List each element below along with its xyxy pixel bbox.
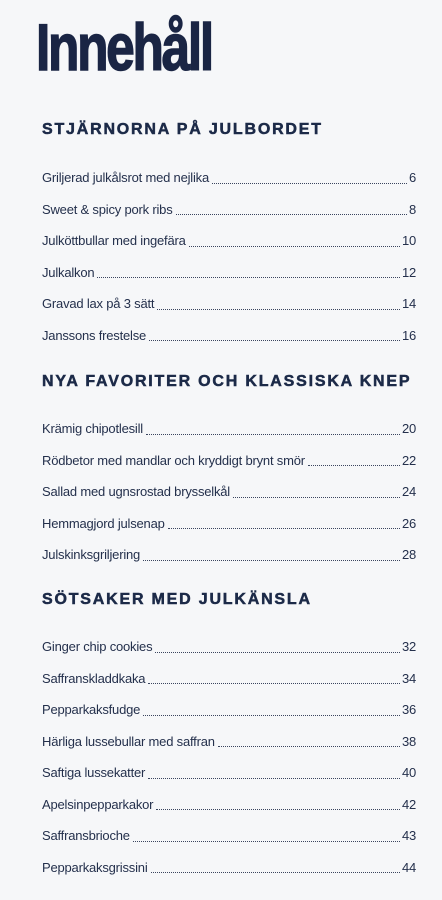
toc-entry-label: Saffranskladdkaka bbox=[42, 670, 146, 686]
dot-leader bbox=[97, 276, 400, 278]
dot-leader bbox=[233, 496, 400, 498]
toc-entry-label: Saffransbrioche bbox=[42, 828, 130, 844]
toc-section bbox=[42, 368, 416, 571]
toc-entry-page: 43 bbox=[401, 828, 416, 844]
toc-entry[interactable] bbox=[42, 508, 416, 540]
toc-list bbox=[42, 413, 416, 571]
toc-entry-label: Gravad lax på 3 sätt bbox=[42, 296, 155, 312]
toc-entry-page: 38 bbox=[401, 733, 416, 749]
dot-leader bbox=[176, 213, 407, 215]
toc-entry-label: Griljerad julkålsrot med nejlika bbox=[42, 170, 209, 186]
toc-entry-label: Ginger chip cookies bbox=[42, 639, 153, 655]
toc-entry-page: 22 bbox=[401, 452, 416, 468]
toc-entry-page: 6 bbox=[408, 170, 416, 186]
section-heading: STJÄRNORNA PÅ JULBORDET bbox=[42, 121, 323, 138]
toc-entry-page: 40 bbox=[401, 765, 416, 781]
toc-entry-page: 10 bbox=[401, 233, 416, 249]
toc-entry[interactable] bbox=[42, 663, 416, 695]
toc-entry-label: Hemmagjord julsenap bbox=[42, 515, 165, 531]
toc-entry-page: 26 bbox=[401, 515, 416, 531]
toc-entry[interactable] bbox=[42, 476, 416, 508]
toc-entry[interactable] bbox=[42, 162, 416, 194]
toc-entry-label: Janssons frestelse bbox=[42, 327, 147, 343]
dot-leader bbox=[146, 433, 400, 435]
dot-leader bbox=[155, 651, 400, 653]
dot-leader bbox=[168, 527, 400, 529]
toc-entry-label: Härliga lussebullar med saffran bbox=[42, 733, 215, 749]
toc-entry[interactable] bbox=[42, 445, 416, 477]
dot-leader bbox=[143, 714, 400, 716]
section-heading: NYA FAVORITER OCH KLASSISKA KNEP bbox=[42, 373, 412, 390]
toc-entry-page: 28 bbox=[401, 547, 416, 563]
toc-section bbox=[42, 116, 416, 351]
toc-entry[interactable] bbox=[42, 320, 416, 352]
toc-entry-label: Julkalkon bbox=[42, 264, 95, 280]
toc-entry[interactable] bbox=[42, 539, 416, 571]
dot-leader bbox=[218, 745, 400, 747]
dot-leader bbox=[133, 840, 400, 842]
dot-leader bbox=[308, 464, 400, 466]
toc-entry-page: 16 bbox=[401, 327, 416, 343]
dot-leader bbox=[157, 308, 400, 310]
dot-leader bbox=[151, 871, 400, 873]
toc-entry[interactable] bbox=[42, 852, 416, 884]
toc-entry[interactable] bbox=[42, 257, 416, 289]
toc-entry-label: Pepparkaksgrissini bbox=[42, 859, 148, 875]
toc-section bbox=[42, 586, 416, 883]
toc-entry[interactable] bbox=[42, 631, 416, 663]
toc-entry[interactable] bbox=[42, 413, 416, 445]
toc-entry-page: 42 bbox=[401, 796, 416, 812]
toc-entry-page: 34 bbox=[401, 670, 416, 686]
toc-entry-label: Rödbetor med mandlar och kryddigt brynt smör bbox=[42, 452, 305, 468]
toc-entry-label: Sweet & spicy pork ribs bbox=[42, 201, 173, 217]
dot-leader bbox=[212, 182, 407, 184]
section-heading: SÖTSAKER MED JULKÄNSLA bbox=[42, 591, 312, 608]
toc-entry[interactable] bbox=[42, 288, 416, 320]
dot-leader bbox=[189, 245, 400, 247]
toc-entry-page: 12 bbox=[401, 264, 416, 280]
dot-leader bbox=[156, 808, 400, 810]
dot-leader bbox=[148, 777, 400, 779]
dot-leader bbox=[143, 559, 400, 561]
toc-list bbox=[42, 631, 416, 883]
toc-entry[interactable] bbox=[42, 726, 416, 758]
page-title: Innehåll bbox=[36, 10, 212, 84]
dot-leader bbox=[149, 339, 400, 341]
toc-entry[interactable] bbox=[42, 694, 416, 726]
toc-entry[interactable] bbox=[42, 820, 416, 852]
toc-entry-label: Krämig chipotlesill bbox=[42, 421, 143, 437]
toc-entry-label: Pepparkaksfudge bbox=[42, 702, 141, 718]
toc-entry-page: 32 bbox=[401, 639, 416, 655]
toc-entry-page: 44 bbox=[401, 859, 416, 875]
toc-entry-page: 36 bbox=[401, 702, 416, 718]
toc-entry-label: Saftiga lussekatter bbox=[42, 765, 146, 781]
toc-entry-page: 24 bbox=[401, 484, 416, 500]
toc-list bbox=[42, 162, 416, 351]
toc-entry-label: Sallad med ugnsrostad brysselkål bbox=[42, 484, 230, 500]
toc-entry-page: 14 bbox=[401, 296, 416, 312]
toc-entry[interactable] bbox=[42, 757, 416, 789]
toc-entry[interactable] bbox=[42, 789, 416, 821]
toc-entry-label: Julskinksgriljering bbox=[42, 547, 141, 563]
toc-entry-page: 20 bbox=[401, 421, 416, 437]
toc-entry-label: Julköttbullar med ingefära bbox=[42, 233, 186, 249]
toc-entry-page: 8 bbox=[408, 201, 416, 217]
toc-entry[interactable] bbox=[42, 225, 416, 257]
dot-leader bbox=[148, 682, 400, 684]
toc-entry[interactable] bbox=[42, 194, 416, 226]
toc-entry-label: Apelsinpepparkakor bbox=[42, 796, 154, 812]
